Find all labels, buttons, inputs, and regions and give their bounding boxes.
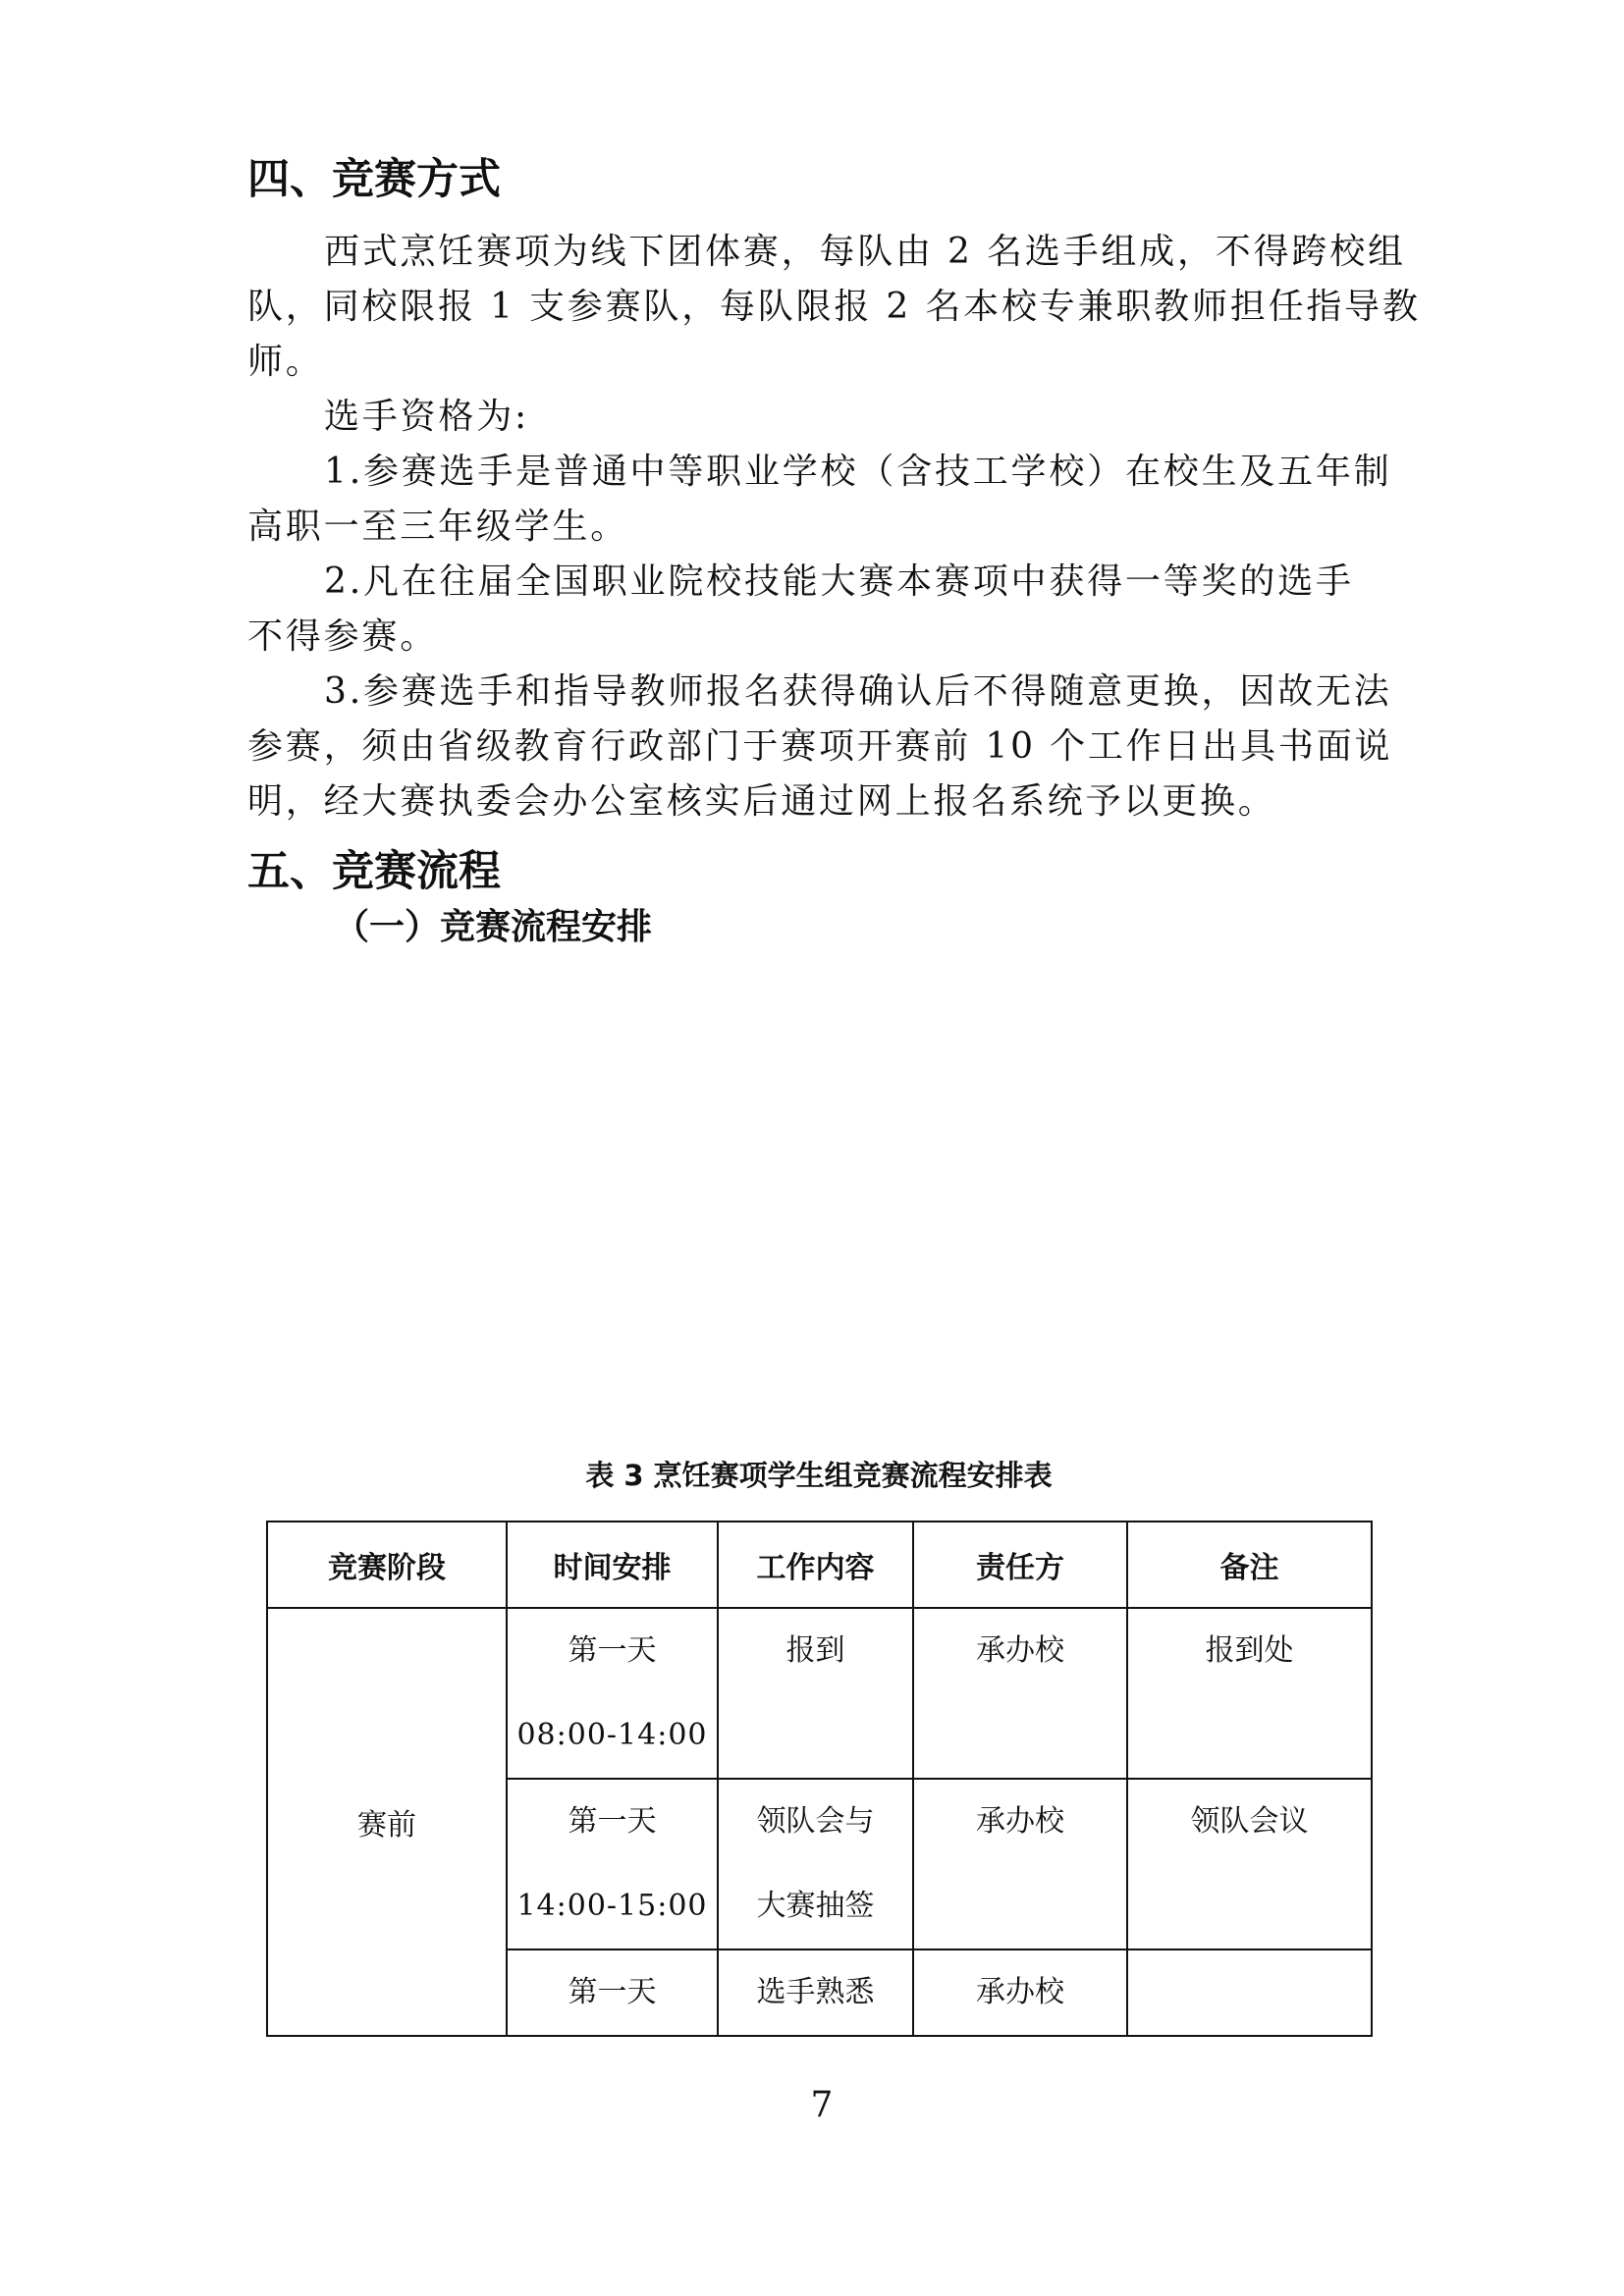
paragraph-line: 2.凡在往届全国职业院校技能大赛本赛项中获得一等奖的选手 [324, 561, 1354, 602]
header-time: 时间安排 [507, 1522, 718, 1608]
table-row [267, 1608, 1372, 1779]
section-5-heading: 五、竞赛流程 [247, 847, 501, 896]
schedule-table [266, 1521, 1373, 2037]
paragraph-line: 高职一至三年级学生。 [247, 507, 629, 547]
paragraph-line: 明，经大赛执委会办公室核实后通过网上报名系统予以更换。 [247, 781, 1276, 822]
paragraph-line: 队，同校限报 1 支参赛队，每队限报 2 名本校专兼职教师担任指导教 [247, 287, 1421, 327]
party-cell [913, 1608, 1127, 1779]
time-range: 14:00-15:00 [516, 1889, 708, 1923]
table-header-row [267, 1522, 1372, 1608]
party-text: 承办校 [976, 1804, 1064, 1839]
subsection-heading: （一）竞赛流程安排 [334, 907, 653, 947]
note-text: 报到处 [1205, 1633, 1294, 1668]
content-line: 领队会与 [756, 1804, 875, 1839]
content-line: 选手熟悉 [756, 1975, 875, 2009]
paragraph-line: 师。 [247, 342, 324, 382]
note-cell [1127, 1949, 1372, 2036]
party-cell [913, 1949, 1127, 2036]
content-line: 报到 [785, 1633, 845, 1668]
note-text [1128, 1950, 1371, 2035]
paragraph-line: 1.参赛选手是普通中等职业学校（含技工学校）在校生及五年制 [324, 452, 1392, 492]
section-4-heading: 四、竞赛方式 [247, 155, 501, 204]
content-cell [718, 1779, 913, 1949]
content-line: 大赛抽签 [756, 1889, 875, 1923]
content-cell [718, 1608, 913, 1779]
time-cell [507, 1949, 718, 2036]
note-cell [1127, 1779, 1372, 1949]
stage-cell: 赛前 [267, 1608, 507, 2036]
time-cell [507, 1779, 718, 1949]
header-party: 责任方 [913, 1522, 1127, 1608]
paragraph-line: 选手资格为: [324, 397, 529, 437]
time-day: 第一天 [568, 1804, 657, 1839]
party-text: 承办校 [976, 1633, 1064, 1668]
time-day: 第一天 [568, 1975, 657, 2009]
page-number: 7 [810, 2085, 834, 2125]
party-text: 承办校 [976, 1975, 1064, 2009]
content-cell [718, 1949, 913, 2036]
note-text: 领队会议 [1190, 1804, 1309, 1839]
paragraph-line: 不得参赛。 [247, 616, 439, 657]
header-stage: 竞赛阶段 [267, 1522, 507, 1608]
time-cell [507, 1608, 718, 1779]
table-caption: 表 3 烹饪赛项学生组竞赛流程安排表 [585, 1459, 1053, 1492]
paragraph-line: 西式烹饪赛项为线下团体赛，每队由 2 名选手组成，不得跨校组 [324, 232, 1406, 272]
header-content: 工作内容 [718, 1522, 913, 1608]
time-range: 08:00-14:00 [516, 1718, 708, 1752]
time-day: 第一天 [568, 1633, 657, 1668]
paragraph-line: 参赛，须由省级教育行政部门于赛项开赛前 10 个工作日出具书面说 [247, 726, 1393, 767]
paragraph-line: 3.参赛选手和指导教师报名获得确认后不得随意更换，因故无法 [324, 671, 1392, 712]
note-cell [1127, 1608, 1372, 1779]
header-note: 备注 [1127, 1522, 1372, 1608]
party-cell [913, 1779, 1127, 1949]
